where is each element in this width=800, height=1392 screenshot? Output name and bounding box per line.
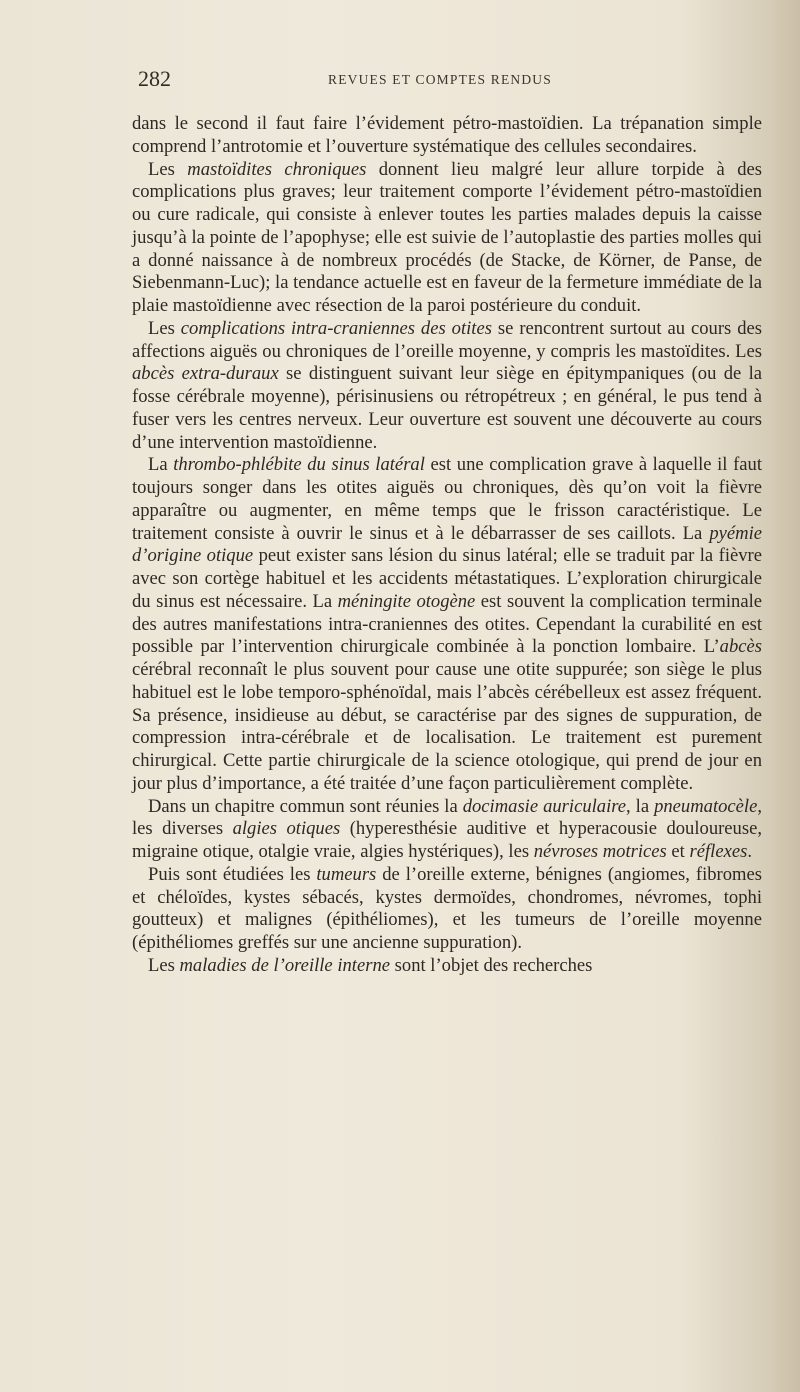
text-run: est une complication grave à laquelle il faut toujours songer dans les otites aiguës ou chroniques, dès qu’on voit la fièvre apparaître ou augmenter, en même temps que le frisson caractéristique. Le traitement consiste à ouvrir le sinus et à le débarrasser de ses caillots. La <box>132 454 762 544</box>
italic-phrase: pneumatocèle <box>654 795 758 817</box>
text-run: (hyperesthésie auditive et hyperacousie douloureuse, migraine otique, otalgie vraie, algies hystériques), les <box>132 818 762 862</box>
italic-phrase: thrombo-phlébite du sinus latéral <box>173 454 425 476</box>
paragraph <box>132 454 762 795</box>
italic-phrase: mastoïdites chroniques <box>187 158 367 180</box>
page-number: 282 <box>138 66 171 91</box>
text-run: se rencontrent surtout au cours des affections aiguës ou chroniques de l’oreille moyenne, y compris les mastoïdites. Les <box>132 317 762 362</box>
italic-phrase: algies otiques <box>232 818 341 840</box>
paragraph <box>132 796 762 864</box>
paragraph <box>132 113 762 159</box>
text-run: donnent lieu malgré leur allure torpide à des complications plus graves; leur traitement comporte l’évidement pétro-mastoïdien ou cure radicale, qui consiste à enlever toutes les parties malades depuis la caisse jusqu’à la pointe de l’apophyse; elle est suivie de l’autoplastie des parties molles qui a donné naissance à de nombreux procédés (de Stacke, de Körner, de Panse, de Siebenmann-Luc); la tendance actuelle est en faveur de la fermeture immédiate de la plaie mastoïdienne avec résection de la paroi postérieure du conduit. <box>132 158 762 316</box>
italic-phrase: complications intra-craniennes des otites <box>180 317 492 339</box>
italic-phrase: abcès extra-duraux <box>132 363 279 385</box>
text-run: Dans un chapitre commun sont réunies la <box>148 795 463 817</box>
italic-phrase: abcès <box>719 636 762 658</box>
page-header <box>138 66 778 96</box>
text-run: La <box>148 454 174 476</box>
text-run: peut exister sans lésion du sinus latéral; elle se traduit par la fièvre avec son cortège habituel et les accidents métastatiques. L’exploration chirurgicale du sinus est nécessaire. La <box>132 545 762 612</box>
paragraph <box>132 955 762 978</box>
italic-phrase: réflexes <box>689 841 748 862</box>
body-text <box>132 113 762 978</box>
text-run: Les <box>148 158 188 180</box>
text-run: de l’oreille externe, bénignes (angiomes, fibromes et chéloïdes, kystes sébacés, kystes dermoïdes, chondromes, névromes, tophi goutteux) et malignes (épithéliomes), et les tumeurs de l’oreille moyenne (épithéliomes greffés sur une ancienne suppuration). <box>132 863 762 953</box>
text-run: Puis sont étudiées les <box>148 863 317 885</box>
text-run: dans le second il faut faire l’évidement pétro-mastoïdien. La trépanation simple comprend l’antrotomie et l’ouverture systématique des cellules secondaires. <box>132 113 762 157</box>
italic-phrase: maladies de l’oreille interne <box>179 954 391 976</box>
italic-phrase: docimasie auriculaire <box>462 795 627 817</box>
text-run: se distinguent suivant leur siège en épitympaniques (ou de la fosse cérébrale moyenne), périsinusiens ou rétropétreux ; en général, le pus tend à fuser vers les centres nerveux. Leur ouverture est souvent une découverte au cours d’une intervention mastoïdienne. <box>132 363 762 453</box>
italic-phrase: névroses motrices <box>533 841 667 862</box>
text-run: est souvent la complication terminale des autres manifestations intra-craniennes des otites. Cependant la curabilité en est possible par l’intervention chirurgicale combinée à la ponction lombaire. L’ <box>132 590 762 658</box>
text-run: Les <box>148 954 180 976</box>
text-run: , la <box>626 795 655 817</box>
paragraph <box>132 864 762 955</box>
paragraph <box>132 318 762 455</box>
italic-phrase: pyémie d’origine otique <box>132 522 762 567</box>
text-run: et <box>666 841 690 862</box>
text-run: cérébral reconnaît le plus souvent pour cause une otite suppurée; son siège le plus habituel est le lobe temporo-sphénoïdal, mais l’abcès cérébelleux est assez fréquent. Sa présence, insidieuse au début, se caractérise par des signes de suppuration, de compression intra-cérébrale et de localisation. Le traitement est purement chirurgical. Cette partie chirurgicale de la science otologique, qui prend de jour en jour plus d’importance, a été traitée d’une façon particulièrement complète. <box>132 659 762 794</box>
text-run: Les <box>148 317 181 339</box>
text-run: . <box>747 841 752 862</box>
italic-phrase: méningite otogène <box>337 590 476 612</box>
text-run: sont l’objet des recherches <box>390 954 593 976</box>
running-title: REVUES ET COMPTES RENDUS <box>328 72 552 87</box>
italic-phrase: tumeurs <box>316 863 377 885</box>
text-run: , les diverses <box>132 795 762 840</box>
paragraph <box>132 159 762 318</box>
